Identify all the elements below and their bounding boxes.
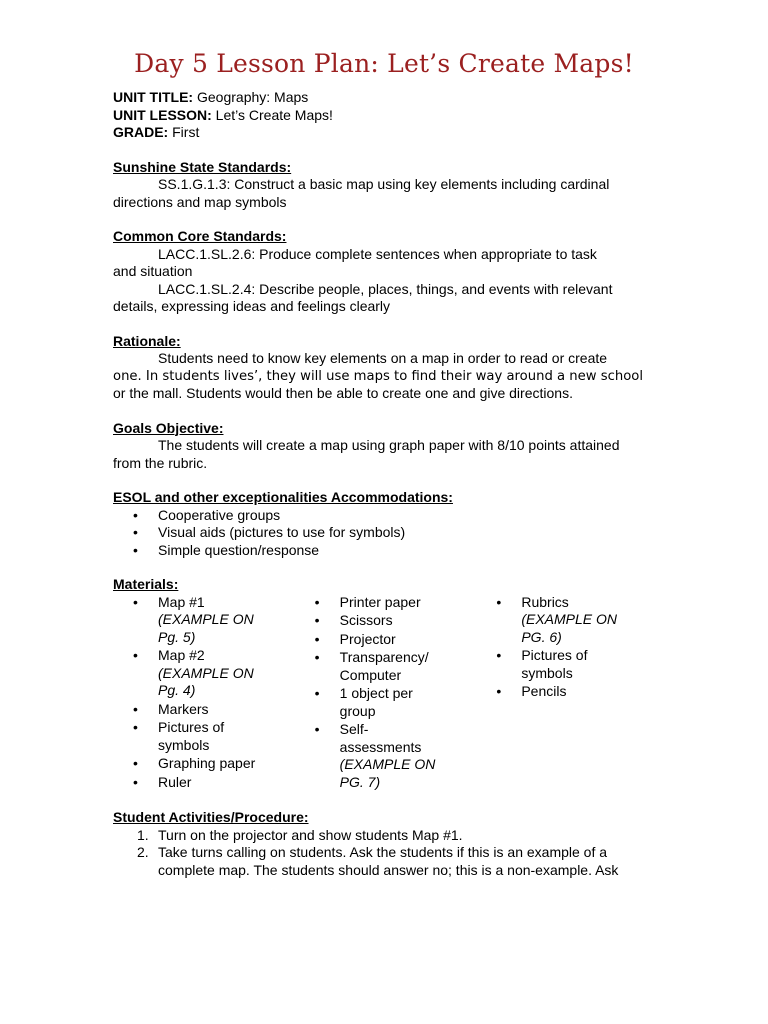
esol-heading: ESOL and other exceptionalities Accommodations: bbox=[113, 489, 453, 505]
rationale-line-3: or the mall. Students would then be able to create one and give directions. bbox=[113, 385, 573, 401]
unit-lesson-row bbox=[113, 107, 658, 125]
goals-line-1: The students will create a map using graph paper with 8/10 points attained bbox=[158, 437, 620, 453]
common-core-s1-line-1: LACC.1.SL.2.6: Produce complete sentences when appropriate to task bbox=[158, 245, 597, 262]
common-core-s1-line-2: and situation bbox=[113, 263, 193, 279]
list-item: • Rubrics (EXAMPLE ON PG. 6) bbox=[496, 593, 618, 645]
bullet-icon: • bbox=[133, 719, 138, 735]
bullet-icon: • bbox=[314, 721, 320, 737]
list-item: • Self- assessments (EXAMPLE ON PG. 7) bbox=[314, 721, 436, 790]
sunshine-line-1: SS.1.G.1.3: Construct a basic map using key elements including cardinal bbox=[158, 176, 610, 192]
bullet-icon: • bbox=[496, 647, 502, 663]
materials-column-3 bbox=[476, 594, 658, 793]
list-item: • Map #1 (EXAMPLE ON Pg. 5) bbox=[133, 593, 254, 645]
unit-title-row bbox=[113, 89, 658, 107]
common-core-heading: Common Core Standards: bbox=[113, 228, 287, 244]
bullet-icon: • bbox=[133, 506, 138, 523]
list-item: • Projector bbox=[314, 630, 396, 647]
unit-lesson-value: Let’s Create Maps! bbox=[215, 106, 333, 123]
list-item: • Pictures of symbols bbox=[133, 719, 225, 753]
unit-title-value: Geography: Maps bbox=[197, 89, 309, 105]
unit-lesson-label: UNIT LESSON: bbox=[113, 106, 212, 123]
procedure-heading: Student Activities/Procedure: bbox=[113, 809, 309, 825]
goals-heading: Goals Objective: bbox=[113, 419, 224, 436]
bullet-icon: • bbox=[133, 700, 138, 717]
bullet-icon: • bbox=[133, 773, 138, 790]
list-item: • Scissors bbox=[314, 612, 393, 628]
sunshine-heading: Sunshine State Standards: bbox=[113, 158, 292, 175]
list-item: • Cooperative groups bbox=[133, 506, 281, 523]
rationale-line-1: Students need to know key elements on a map in order to read or create bbox=[158, 350, 608, 366]
bullet-icon: • bbox=[314, 685, 320, 701]
bullet-icon: • bbox=[133, 524, 138, 540]
list-item: • 1 object per group bbox=[314, 685, 413, 719]
grade-value: First bbox=[172, 124, 200, 140]
bullet-icon: • bbox=[496, 683, 502, 699]
list-item: • Ruler bbox=[133, 773, 192, 790]
materials-columns bbox=[113, 594, 658, 793]
list-item: • Visual aids (pictures to use for symbols) bbox=[133, 524, 406, 540]
page-title: Day 5 Lesson Plan: Let’s Create Maps! bbox=[134, 49, 634, 78]
list-item: • Transparency/ Computer bbox=[314, 649, 429, 683]
list-item: • Map #2 (EXAMPLE ON Pg. 4) bbox=[133, 647, 254, 698]
list-item: • Printer paper bbox=[314, 593, 421, 610]
bullet-icon: • bbox=[314, 630, 320, 647]
list-item: • Markers bbox=[133, 700, 209, 717]
bullet-icon: • bbox=[133, 593, 138, 610]
goals-line-2: from the rubric. bbox=[113, 454, 208, 471]
bullet-icon: • bbox=[314, 649, 320, 665]
common-core-s2-line-2: details, expressing ideas and feelings clearly bbox=[113, 298, 391, 314]
list-item: 1. Turn on the projector and show students Map #1. bbox=[137, 826, 463, 843]
step-number: 1. bbox=[137, 826, 149, 843]
grade-row bbox=[113, 124, 658, 142]
bullet-icon: • bbox=[496, 593, 502, 610]
bullet-icon: • bbox=[133, 647, 138, 663]
list-item: • Graphing paper bbox=[133, 755, 256, 771]
sunshine-line-2: directions and map symbols bbox=[113, 193, 287, 210]
rationale-line-2: one. In students lives’, they will use maps to find their way around a new school bbox=[113, 368, 644, 384]
rationale-heading: Rationale: bbox=[113, 332, 181, 349]
list-item: 2. Take turns calling on students. Ask the students if this is an example of a complete map. The students should answer no; this is a non-example. Ask bbox=[137, 844, 619, 878]
step-number: 2. bbox=[137, 844, 149, 860]
esol-list bbox=[113, 507, 658, 560]
bullet-icon: • bbox=[314, 612, 320, 628]
unit-title-label: UNIT TITLE: bbox=[113, 89, 194, 105]
procedure-list bbox=[113, 827, 658, 880]
materials-column-1 bbox=[113, 594, 295, 793]
bullet-icon: • bbox=[133, 541, 138, 558]
bullet-icon: • bbox=[133, 755, 138, 771]
lesson-content bbox=[113, 89, 658, 879]
materials-column-2 bbox=[295, 594, 477, 793]
list-item: • Pictures of symbols bbox=[496, 647, 588, 681]
materials-heading: Materials: bbox=[113, 576, 179, 592]
common-core-s2-line-1: LACC.1.SL.2.4: Describe people, places, things, and events with relevant bbox=[158, 280, 613, 297]
grade-label: GRADE: bbox=[113, 124, 169, 140]
list-item: • Simple question/response bbox=[133, 541, 320, 558]
list-item: • Pencils bbox=[496, 683, 567, 699]
bullet-icon: • bbox=[314, 593, 320, 610]
